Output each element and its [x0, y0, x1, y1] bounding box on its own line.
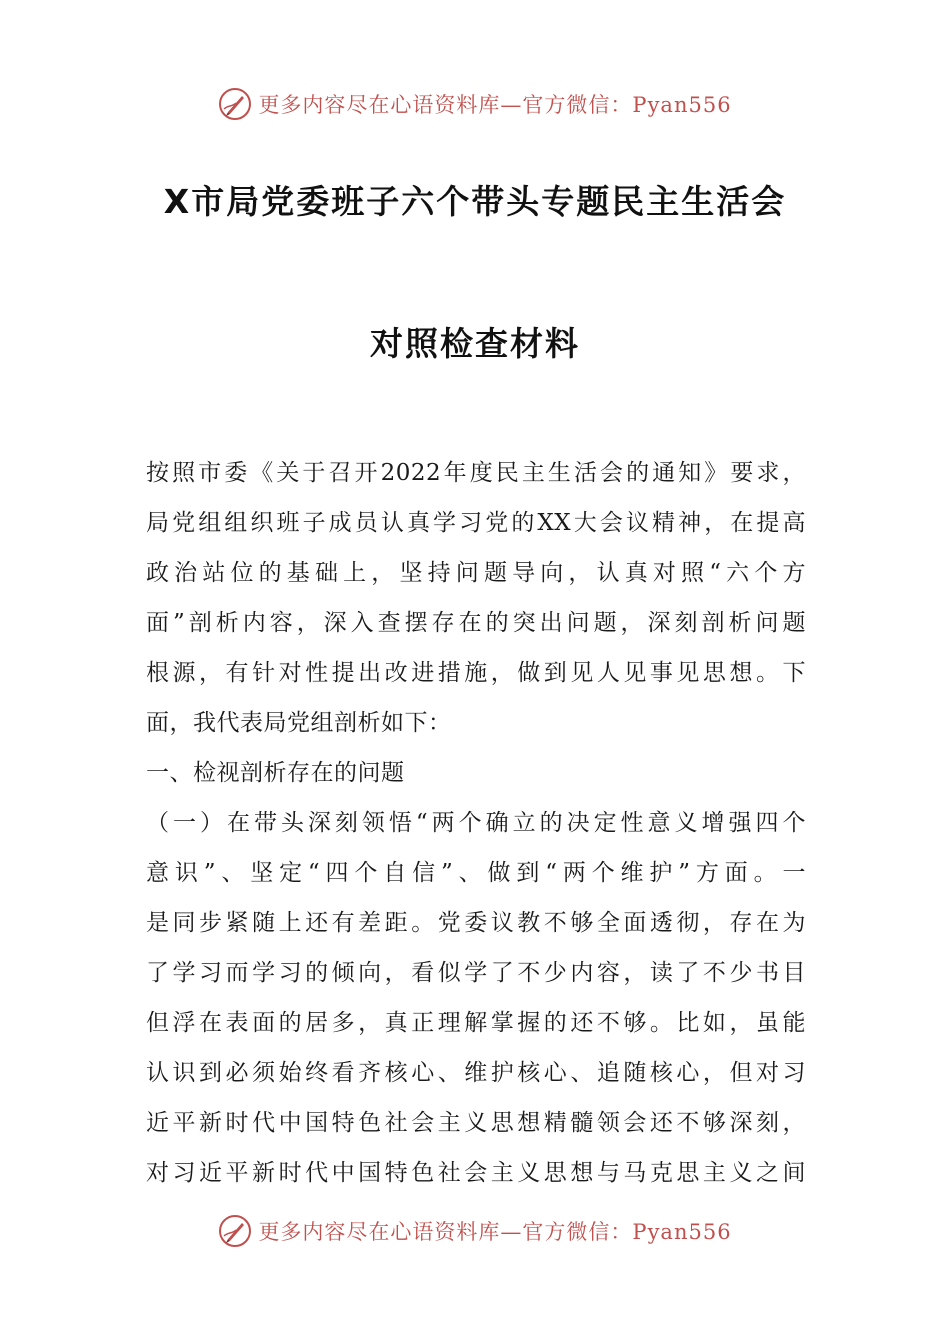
body-line: 面，我代表局党组剖析如下：	[146, 710, 452, 736]
body-line: 是同步紧随上还有差距。党委议教不够全面透彻，存在为	[146, 910, 806, 936]
body-line: 政治站位的基础上，坚持问题导向，认真对照“六个方	[146, 560, 806, 586]
watermark-banner-top	[0, 84, 950, 124]
section-heading: 一、检视剖析存在的问题	[146, 760, 405, 786]
body-line: 认识到必须始终看齐核心、维护核心、追随核心，但对习	[146, 1060, 806, 1086]
body-line: 对习近平新时代中国特色社会主义思想与马克思主义之间	[146, 1160, 806, 1186]
body-line: 了学习而学习的倾向，看似学了不少内容，读了不少书目	[146, 960, 806, 986]
body-line: 局党组组织班子成员认真学习党的XX大会议精神，在提高	[146, 510, 806, 536]
quill-pen-icon	[218, 87, 252, 121]
document-body	[146, 448, 806, 1198]
watermark-text: 更多内容尽在心语资料库—官方微信：Pyan556	[258, 93, 732, 117]
body-line: 根源，有针对性提出改进措施，做到见人见事见思想。下	[146, 660, 806, 686]
body-line: 意识”、坚定“四个自信”、做到“两个维护”方面。一	[146, 860, 806, 886]
watermark-text: 更多内容尽在心语资料库—官方微信：Pyan556	[258, 1220, 732, 1244]
watermark-banner-bottom	[0, 1211, 950, 1251]
body-line: 面”剖析内容，深入查摆存在的突出问题，深刻剖析问题	[146, 610, 806, 636]
document-title-line-1: X市局党委班子六个带头专题民主生活会	[163, 182, 787, 221]
document-title-line-2: 对照检查材料	[370, 324, 580, 363]
body-line: 但浮在表面的居多，真正理解掌握的还不够。比如，虽能	[146, 1010, 806, 1036]
body-line: 近平新时代中国特色社会主义思想精髓领会还不够深刻，	[146, 1110, 806, 1136]
body-line: 按照市委《关于召开2022年度民主生活会的通知》要求，	[146, 460, 806, 486]
quill-pen-icon	[218, 1214, 252, 1248]
body-line: （一）在带头深刻领悟“两个确立的决定性意义增强四个	[146, 810, 806, 836]
